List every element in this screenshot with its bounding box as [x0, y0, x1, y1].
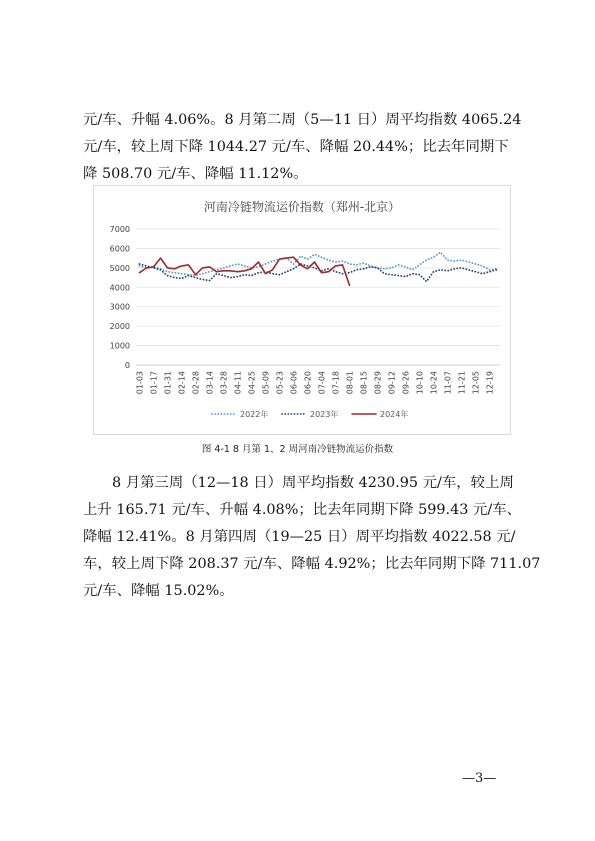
page-number: —3—	[462, 771, 497, 786]
paragraph-2-line: 降幅 12.41%。8 月第四周（19—25 日）周平均指数 4022.58 元/	[83, 529, 516, 545]
x-tick-label: 12-19	[485, 371, 495, 395]
x-tick-label: 10-10	[415, 371, 425, 395]
legend-label: 2023年	[310, 410, 339, 419]
paragraph-1-line: 降 508.70 元/车、降幅 11.12%。	[83, 166, 308, 182]
y-tick-label: 3000	[109, 302, 130, 312]
x-tick-label: 07-04	[317, 371, 327, 395]
x-tick-label: 09-12	[387, 371, 397, 395]
x-tick-label: 01-31	[163, 371, 173, 395]
x-tick-label: 03-14	[205, 371, 215, 395]
figure-caption: 图 4-1 8 月第 1、2 周河南冷链物流运价指数	[201, 444, 394, 455]
x-tick-label: 12-05	[471, 371, 481, 395]
x-tick-label: 04-25	[247, 371, 257, 395]
x-tick-label: 01-17	[149, 371, 159, 395]
paragraph-2-line: 车，较上周下降 208.37 元/车、降幅 4.92%；比去年同期下降 711.07	[83, 556, 541, 572]
freight-index-chart	[93, 185, 511, 435]
y-tick-label: 1000	[109, 341, 130, 351]
y-tick-label: 4000	[109, 283, 130, 293]
x-tick-label: 07-18	[331, 371, 341, 395]
chart-title: 河南冷链物流运价指数（郑州-北京）	[203, 200, 401, 214]
x-tick-label: 10-24	[429, 371, 439, 395]
x-tick-label: 08-29	[373, 371, 383, 395]
x-tick-label: 02-14	[177, 371, 187, 395]
x-tick-label: 05-09	[261, 371, 271, 395]
x-tick-label: 01-03	[135, 371, 145, 395]
x-tick-label: 11-07	[443, 371, 453, 395]
legend-label: 2024年	[380, 410, 409, 419]
x-tick-label: 06-20	[303, 371, 313, 395]
x-tick-label: 08-01	[345, 371, 355, 395]
paragraph-1-line: 元/车，较上周下降 1044.27 元/车、降幅 20.44%；比去年同期下	[83, 139, 509, 155]
paragraph-2-line: 元/车、降幅 15.02%。	[83, 583, 234, 599]
x-tick-label: 05-23	[275, 371, 285, 395]
paragraph-2	[83, 470, 541, 605]
y-tick-label: 0	[124, 361, 130, 370]
x-tick-label: 11-21	[457, 371, 467, 395]
y-tick-label: 7000	[109, 225, 130, 234]
legend-label: 2022年	[240, 410, 269, 419]
x-tick-label: 08-15	[359, 371, 369, 395]
x-tick-label: 09-26	[401, 371, 411, 395]
x-tick-label: 06-06	[289, 371, 299, 395]
series-line	[140, 257, 350, 285]
paragraph-1-line: 元/车、升幅 4.06%。8 月第二周（5—11 日）周平均指数 4065.24	[83, 112, 522, 128]
paragraph-1	[83, 107, 525, 188]
y-tick-label: 5000	[109, 263, 130, 273]
x-tick-label: 02-28	[191, 371, 201, 395]
x-tick-label: 04-11	[233, 371, 243, 395]
paragraph-2-line: 上升 165.71 元/车、升幅 4.08%；比去年同期下降 599.43 元/车、	[83, 502, 522, 518]
y-tick-label: 6000	[109, 244, 130, 254]
chart-canvas	[94, 186, 510, 434]
y-tick-label: 2000	[109, 322, 130, 332]
paragraph-2-line: 8 月第三周（12—18 日）周平均指数 4230.95 元/车，较上周	[112, 475, 514, 491]
x-tick-label: 03-28	[219, 371, 229, 395]
